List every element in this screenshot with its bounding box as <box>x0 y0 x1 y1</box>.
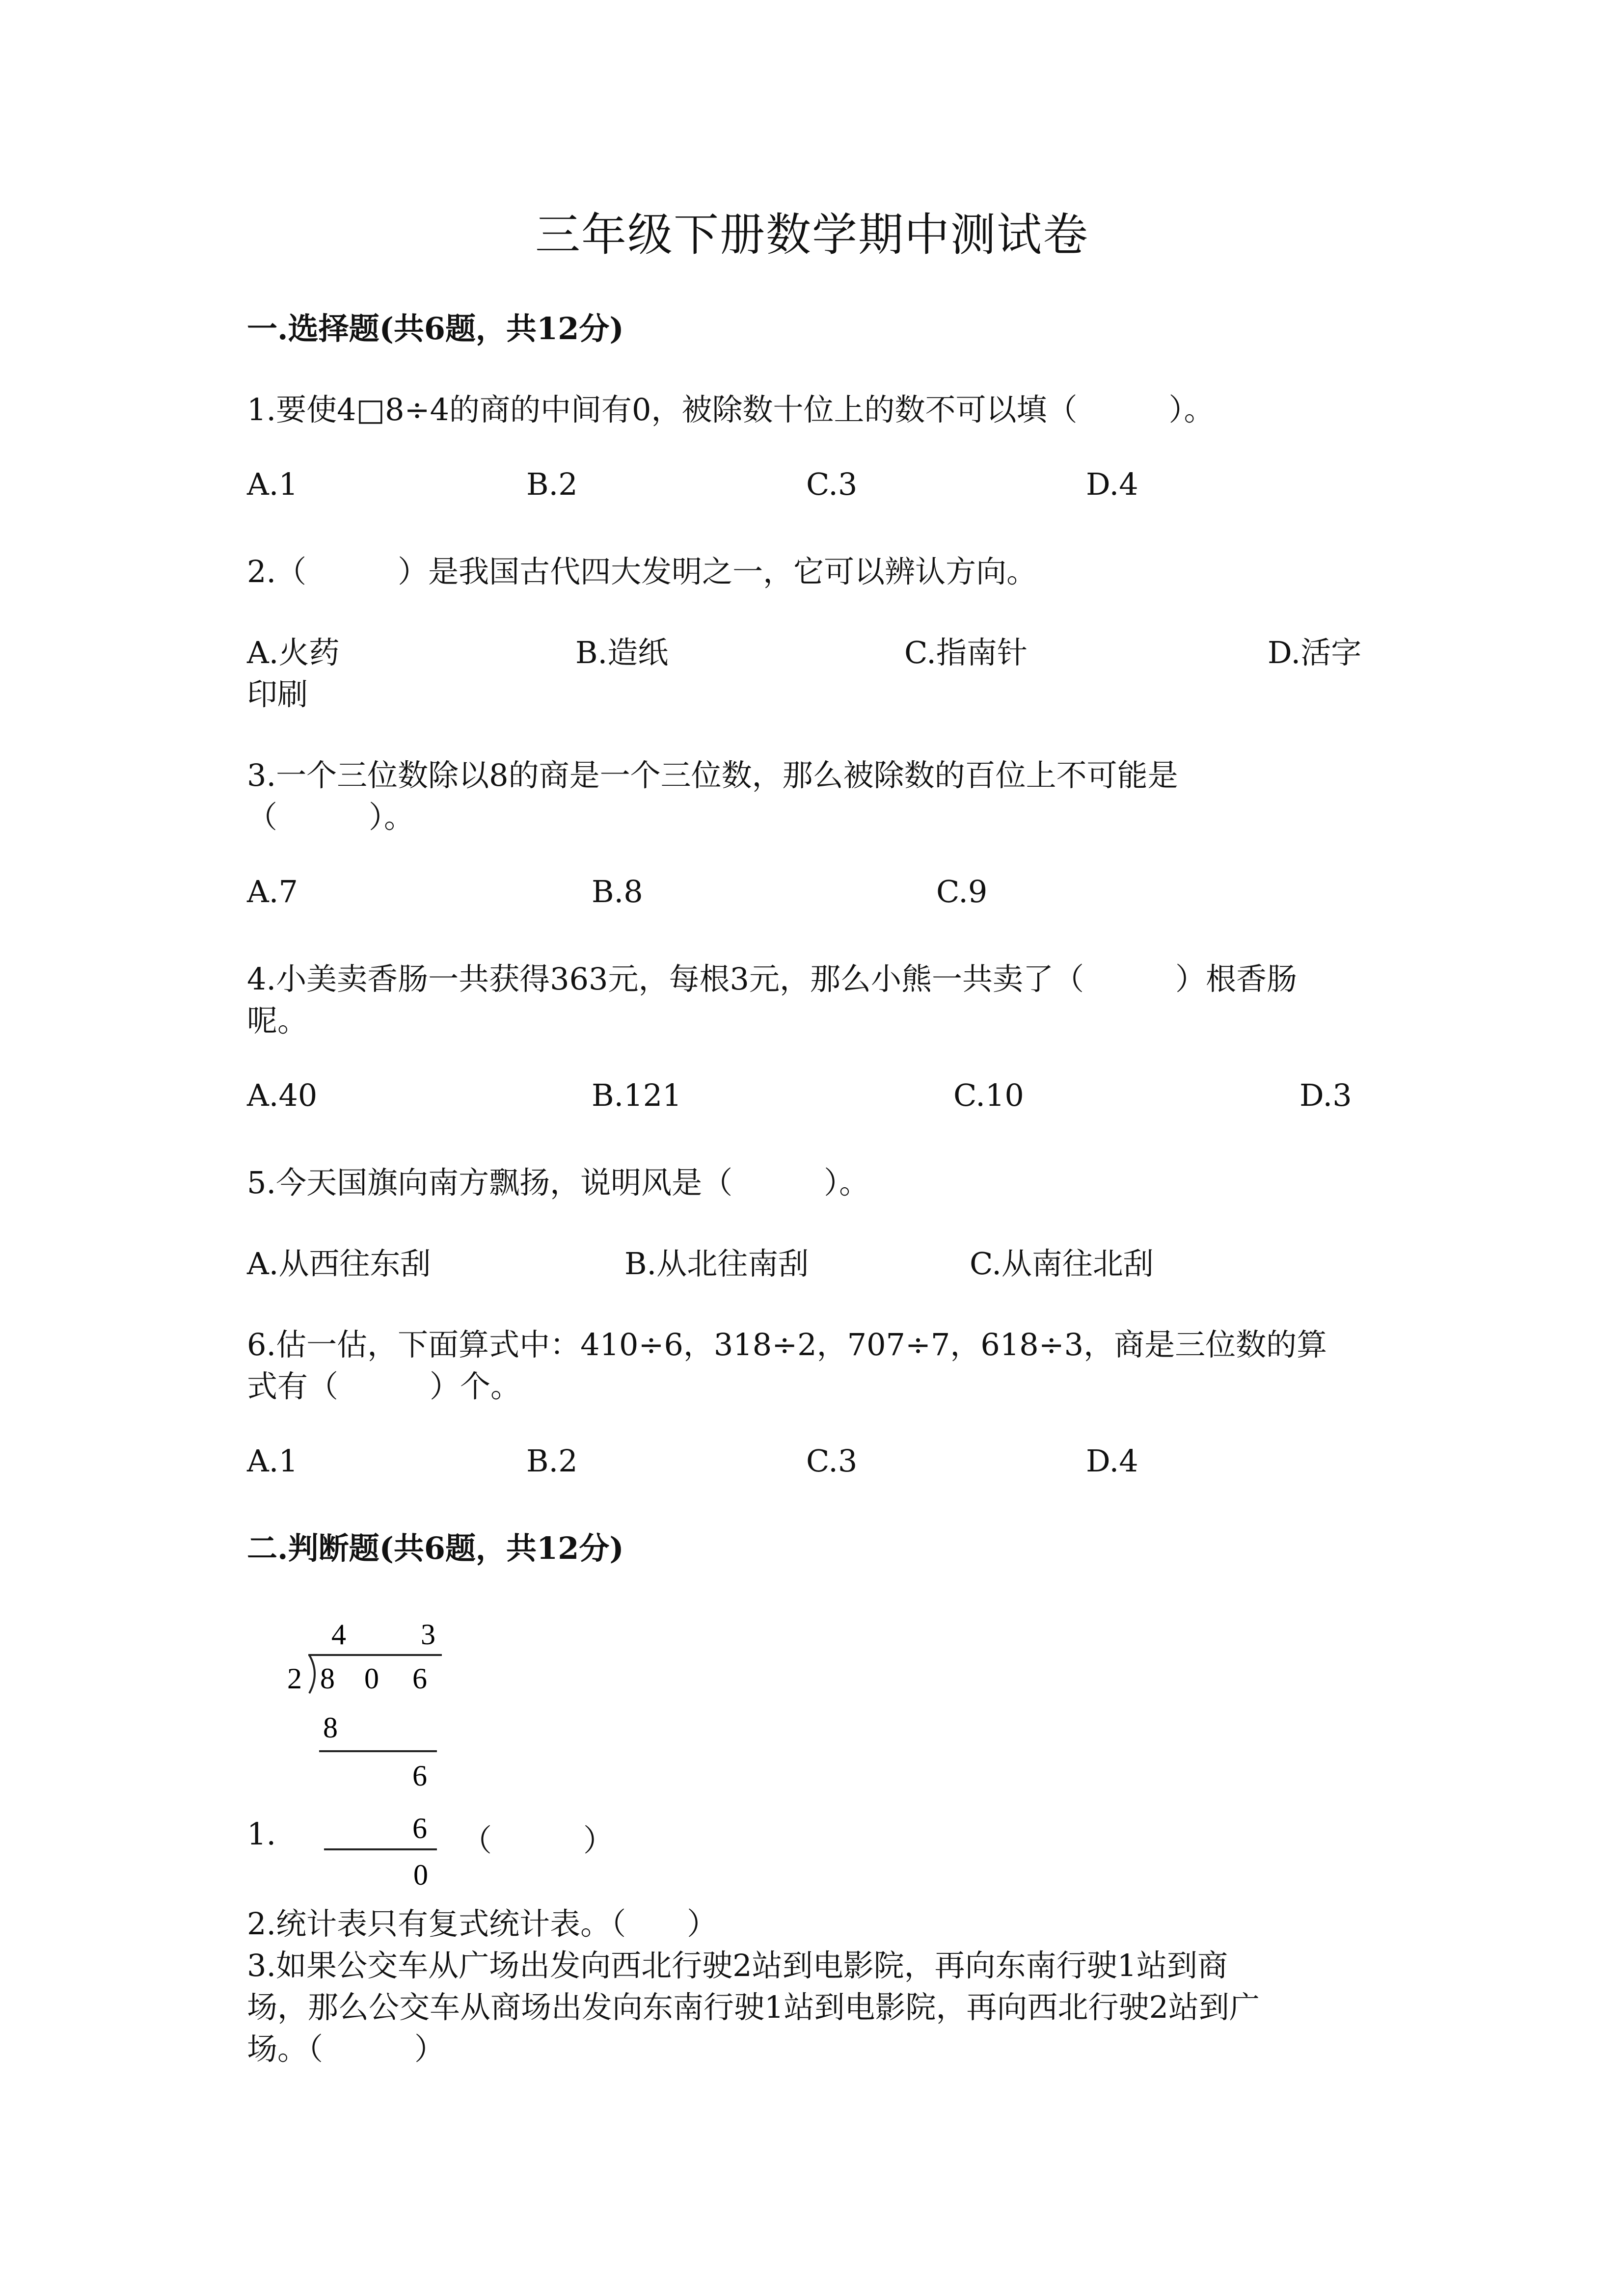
section-heading-judgement: 二.判断题(共6题，共12分) <box>247 1530 624 1566</box>
option-b: B.2 <box>526 466 578 502</box>
option-c: C.3 <box>806 466 858 502</box>
option-b: B.从北往南刮 <box>624 1246 809 1281</box>
quotient-digit: 3 <box>421 1618 435 1651</box>
option-b: B.造纸 <box>575 635 669 670</box>
option-a: A.1 <box>247 466 298 502</box>
option-c: C.9 <box>936 874 988 909</box>
judgement-1-blank: （ ） <box>461 1822 614 1858</box>
option-d: D.4 <box>1086 1443 1138 1479</box>
page-title: 三年级下册数学期中测试卷 <box>535 209 1089 261</box>
option-b: B.2 <box>526 1443 578 1479</box>
option-c: C.从南往北刮 <box>970 1246 1154 1281</box>
remainder-digit: 0 <box>413 1859 428 1890</box>
division-bracket <box>309 1655 315 1693</box>
question-6-line2: 式有（ ）个。 <box>247 1368 521 1404</box>
option-a: A.40 <box>247 1077 318 1113</box>
option-a: A.7 <box>247 874 298 909</box>
section-heading-choice: 一.选择题(共6题，共12分) <box>247 311 624 347</box>
option-c: C.指南针 <box>904 635 1028 670</box>
long-division-figure <box>280 1615 457 1890</box>
option-a: A.火药 <box>247 635 340 670</box>
dividend-digit: 6 <box>412 1662 427 1695</box>
option-a: A.1 <box>247 1443 298 1479</box>
option-c: C.10 <box>953 1077 1024 1113</box>
judgement-3-line2: 场，那么公交车从商场出发向东南行驶1站到电影院，再向西北行驶2站到广 <box>247 1989 1260 2025</box>
question-4-line2: 呢。 <box>247 1003 308 1039</box>
question-3: 3.一个三位数除以8的商是一个三位数，那么被除数的百位上不可能是 <box>247 757 1178 793</box>
judgement-3-line3: 场。（ ） <box>247 2031 445 2067</box>
option-a: A.从西往东刮 <box>247 1246 431 1281</box>
judgement-2: 2.统计表只有复式统计表。（ ） <box>247 1906 718 1942</box>
step-digit: 6 <box>412 1812 427 1844</box>
question-2: 2.（ ）是我国古代四大发明之一，它可以辨认方向。 <box>247 554 1037 589</box>
question-4: 4.小美卖香肠一共获得363元，每根3元，那么小熊一共卖了（ ）根香肠 <box>247 961 1297 997</box>
option-b: B.121 <box>592 1077 682 1113</box>
divisor: 2 <box>287 1662 302 1695</box>
question-5: 5.今天国旗向南方飘扬，说明风是（ ）。 <box>247 1165 870 1201</box>
step-digit: 8 <box>323 1711 338 1744</box>
question-6: 6.估一估，下面算式中：410÷6，318÷2，707÷7，618÷3，商是三位数的算 <box>247 1327 1327 1362</box>
quotient-digit: 4 <box>331 1618 346 1651</box>
option-c: C.3 <box>806 1443 858 1479</box>
option-d-wrap: 印刷 <box>247 676 308 712</box>
question-1: 1.要使4□8÷4的商的中间有0，被除数十位上的数不可以填（ ）。 <box>247 392 1215 427</box>
option-d: D.活字 <box>1268 635 1362 670</box>
option-d: D.3 <box>1299 1077 1352 1113</box>
step-digit: 6 <box>412 1760 427 1792</box>
option-d: D.4 <box>1086 466 1138 502</box>
option-b: B.8 <box>592 874 643 909</box>
judgement-3: 3.如果公交车从广场出发向西北行驶2站到电影院，再向东南行驶1站到商 <box>247 1948 1228 1983</box>
question-3-line2: （ ）。 <box>247 799 415 835</box>
judgement-1-number: 1. <box>247 1816 276 1852</box>
dividend-digit: 8 <box>320 1662 335 1695</box>
dividend-digit: 0 <box>364 1662 379 1695</box>
